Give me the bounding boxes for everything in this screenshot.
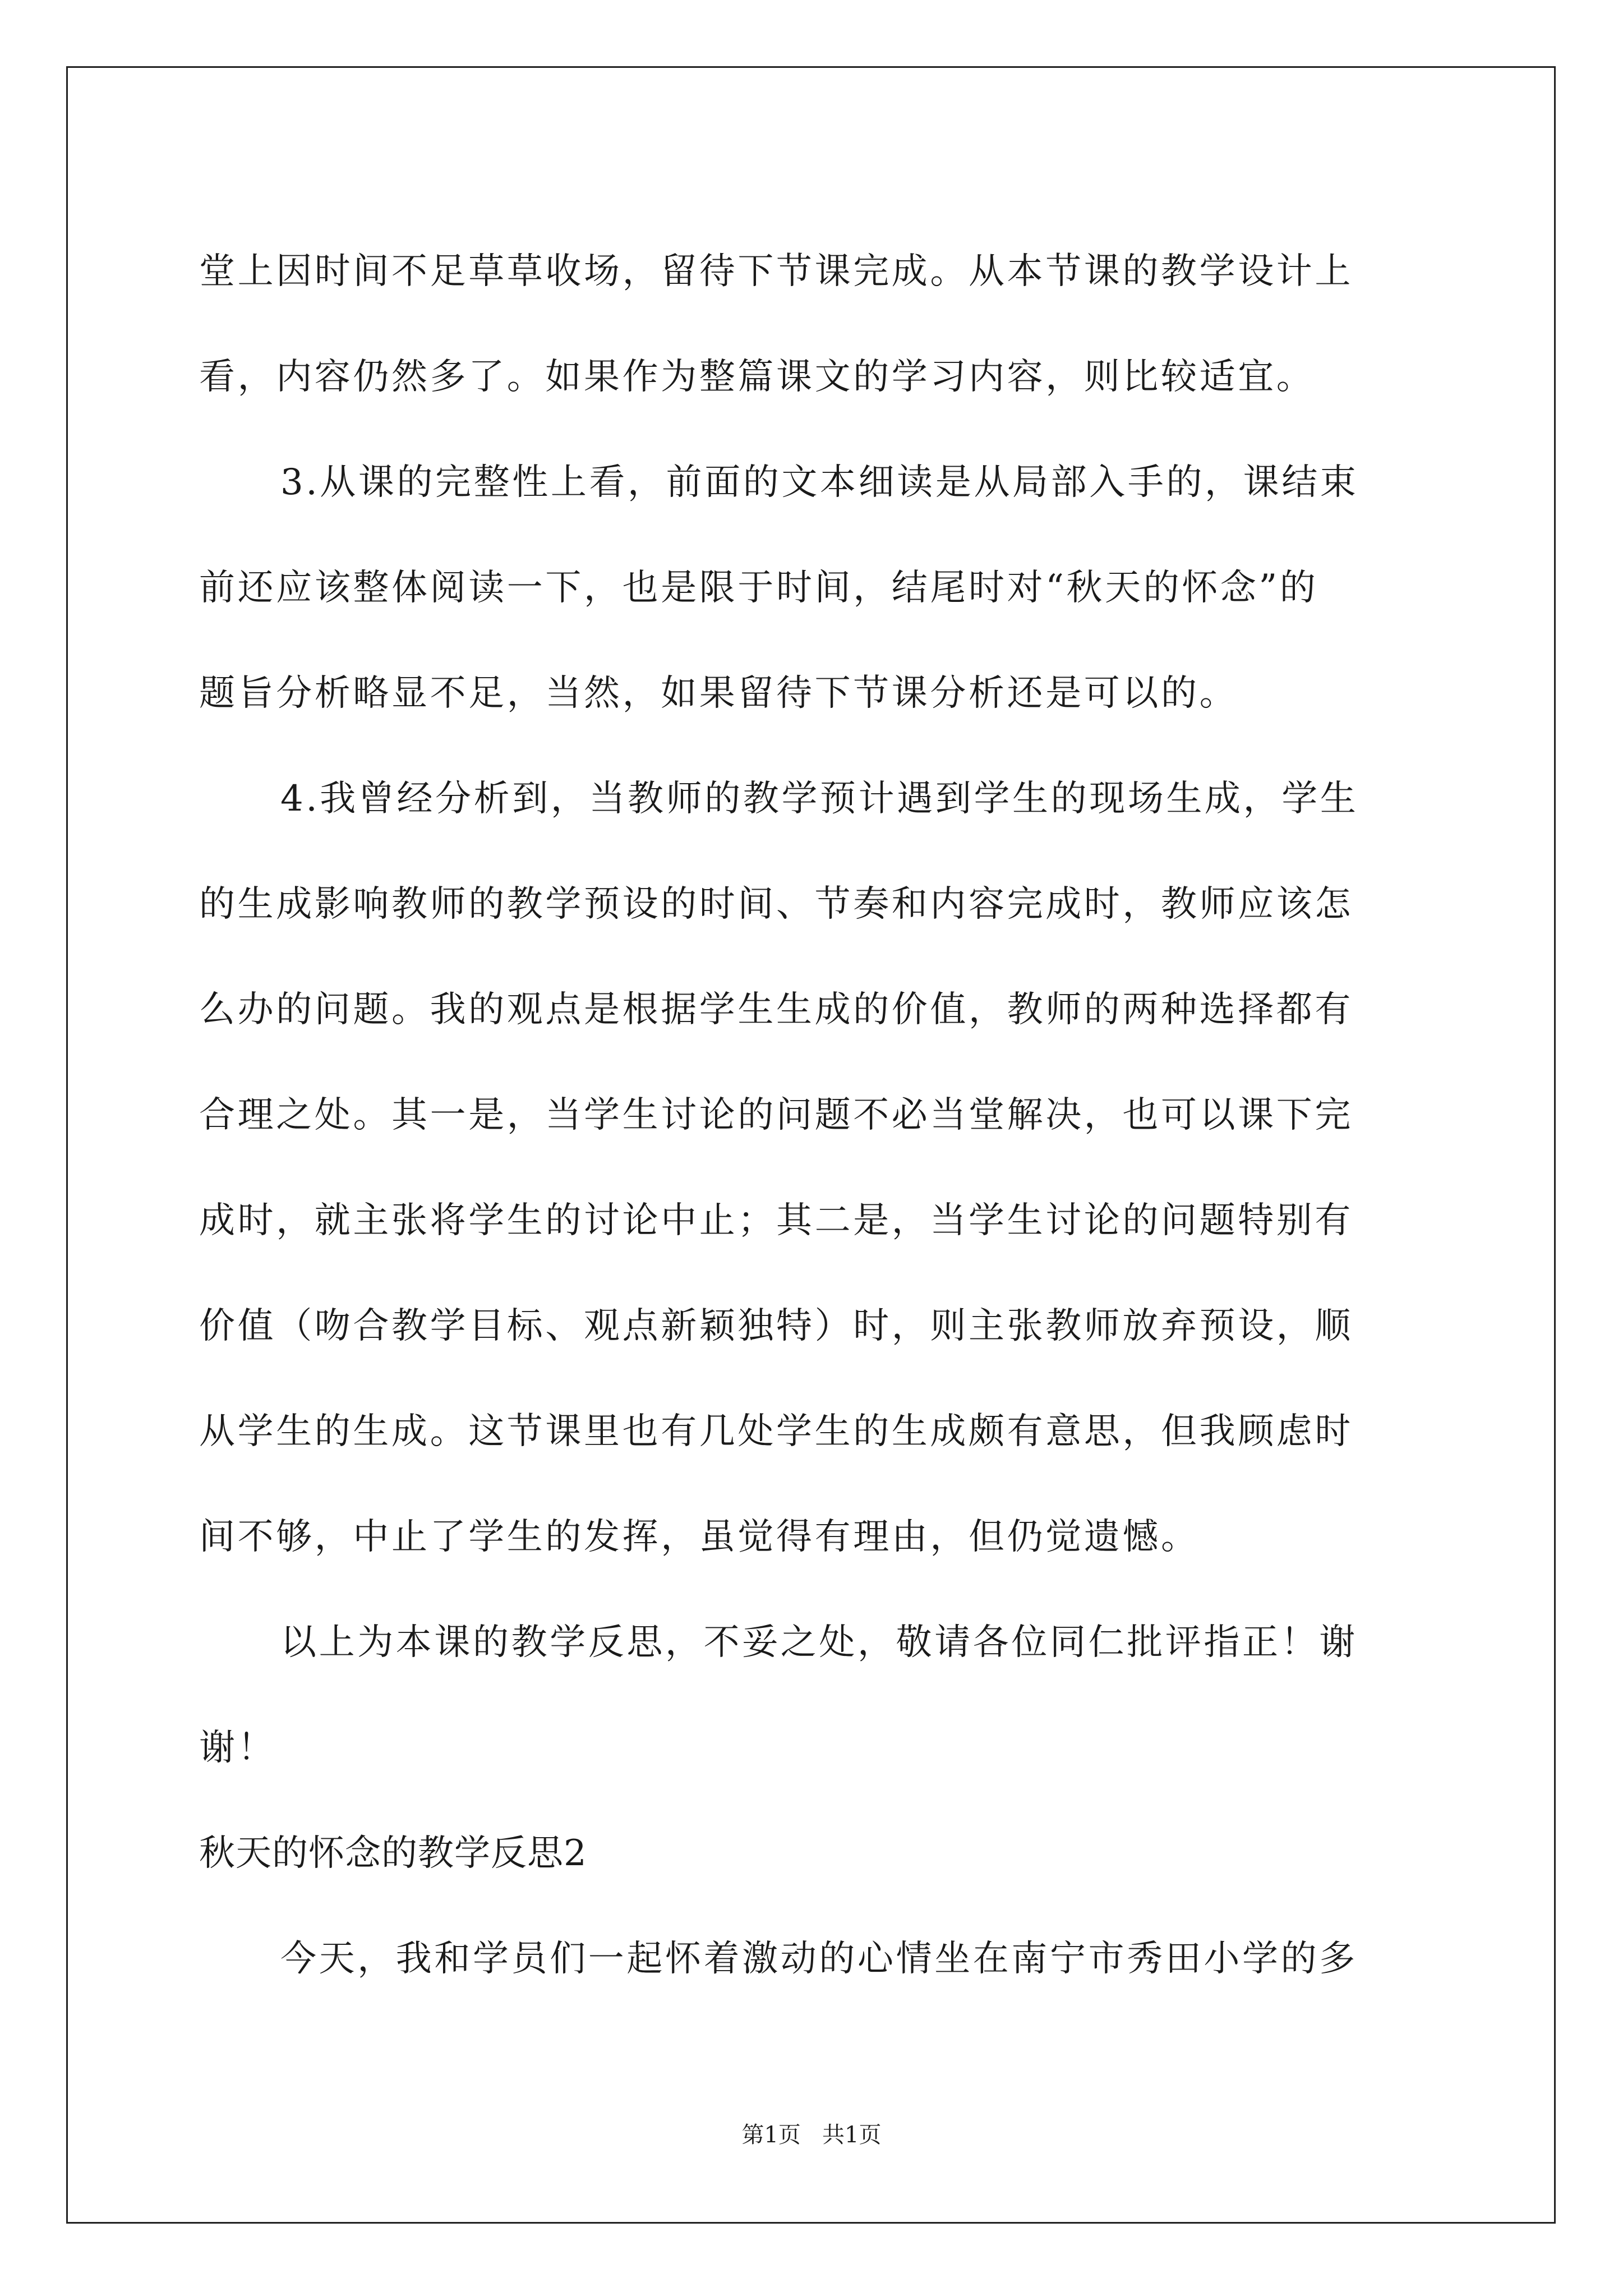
text-line: 么办的问题。我的观点是根据学生生成的价值，教师的两种选择都有: [199, 989, 1353, 1030]
text-line: 今天，我和学员们一起怀着激动的心情坐在南宁市秀田小学的多: [280, 1938, 1358, 1980]
text-line: 价值（吻合教学目标、观点新颖独特）时，则主张教师放弃预设，顺: [199, 1305, 1353, 1347]
text-line: 间不够，中止了学生的发挥，虽觉得有理由，但仍觉遗憾。: [199, 1516, 1200, 1558]
text-line: 合理之处。其一是，当学生讨论的问题不必当堂解决，也可以课下完: [199, 1094, 1353, 1136]
page-footer: 第1页 共1页: [741, 2122, 882, 2148]
text-line: 看，内容仍然多了。如果作为整篇课文的学习内容，则比较适宜。: [199, 356, 1315, 398]
text-line: 堂上因时间不足草草收场，留待下节课完成。从本节课的教学设计上: [199, 251, 1353, 292]
text-line: 谢！: [199, 1727, 276, 1769]
text-line: 4.我曾经分析到，当教师的教学预计遇到学生的现场生成，学生: [280, 778, 1359, 820]
text-line: 的生成影响教师的教学预设的时间、节奏和内容完成时，教师应该怎: [199, 884, 1353, 925]
text-line: 成时，就主张将学生的讨论中止；其二是，当学生讨论的问题特别有: [199, 1200, 1353, 1241]
document-body: [199, 219, 1427, 2012]
text-line: 从学生的生成。这节课里也有几处学生的生成颇有意思，但我顾虑时: [199, 1411, 1353, 1452]
text-line: 以上为本课的教学反思，不妥之处，敬请各位同仁批评指正！谢: [280, 1622, 1358, 1663]
section-heading: 秋天的怀念的教学反思2: [199, 1833, 587, 1874]
text-line: 3.从课的完整性上看，前面的文本细读是从局部入手的，课结束: [280, 462, 1359, 503]
text-line: 前还应该整体阅读一下，也是限于时间，结尾时对“秋天的怀念”的: [199, 567, 1318, 609]
text-line: 题旨分析略显不足，当然，如果留待下节课分析还是可以的。: [199, 673, 1238, 714]
